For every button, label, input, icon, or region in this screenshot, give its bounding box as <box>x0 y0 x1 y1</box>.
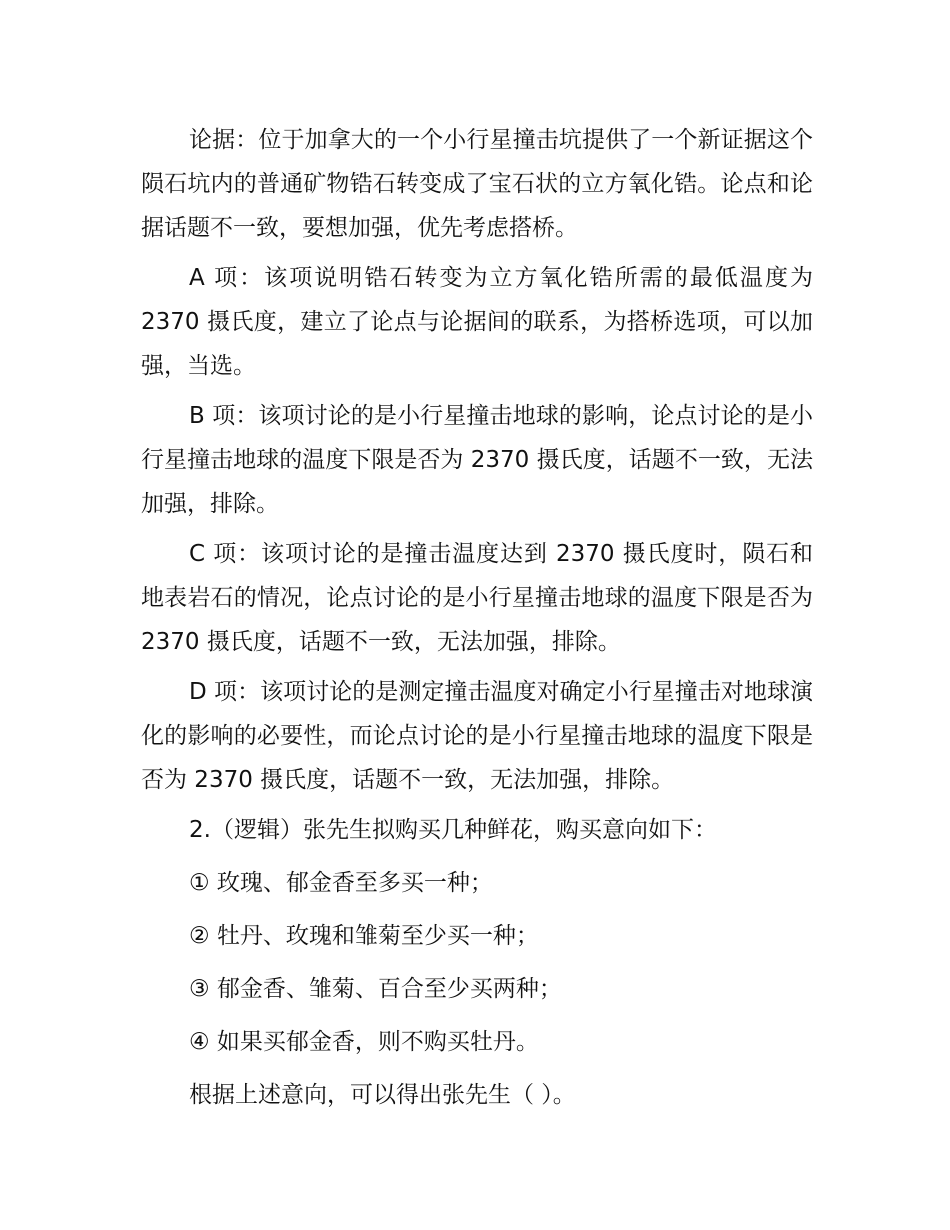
condition-2: ② 牡丹、玫瑰和雏菊至少买一种； <box>189 923 539 949</box>
paragraph-option-c: C 项：该项讨论的是撞击温度达到 2370 摄氏度时，陨石和地表岩石的情况，论点讨论的是小行星撞击地球的温度下限是否为 2370 摄氏度，话题不一致，无法加强，排除。 <box>141 541 813 655</box>
condition-4: ④ 如果买郁金香，则不购买牡丹。 <box>189 1029 539 1055</box>
question-heading: 2.（逻辑）张先生拟购买几种鲜花，购买意向如下： <box>189 817 717 843</box>
paragraph-argument-evidence: 论据：位于加拿大的一个小行星撞击坑提供了一个新证据这个陨石坑内的普通矿物锆石转变成了宝石状的立方氧化锆。论点和论据话题不一致，要想加强，优先考虑搭桥。 <box>141 127 813 241</box>
document-body <box>141 118 813 1126</box>
condition-3: ③ 郁金香、雏菊、百合至少买两种； <box>189 976 562 1002</box>
condition-1: ① 玫瑰、郁金香至多买一种； <box>189 870 493 896</box>
paragraph-option-a: A 项：该项说明锆石转变为立方氧化锆所需的最低温度为 2370 摄氏度，建立了论点与论据间的联系，为搭桥选项，可以加强，当选。 <box>141 265 813 379</box>
question-prompt: 根据上述意向，可以得出张先生（ ）。 <box>189 1082 576 1108</box>
paragraph-option-b: B 项：该项讨论的是小行星撞击地球的影响，论点讨论的是小行星撞击地球的温度下限是否为 2370 摄氏度，话题不一致，无法加强，排除。 <box>141 403 813 517</box>
paragraph-option-d: D 项：该项讨论的是测定撞击温度对确定小行星撞击对地球演化的影响的必要性，而论点讨论的是小行星撞击地球的温度下限是否为 2370 摄氏度，话题不一致，无法加强，排除。 <box>141 679 813 793</box>
